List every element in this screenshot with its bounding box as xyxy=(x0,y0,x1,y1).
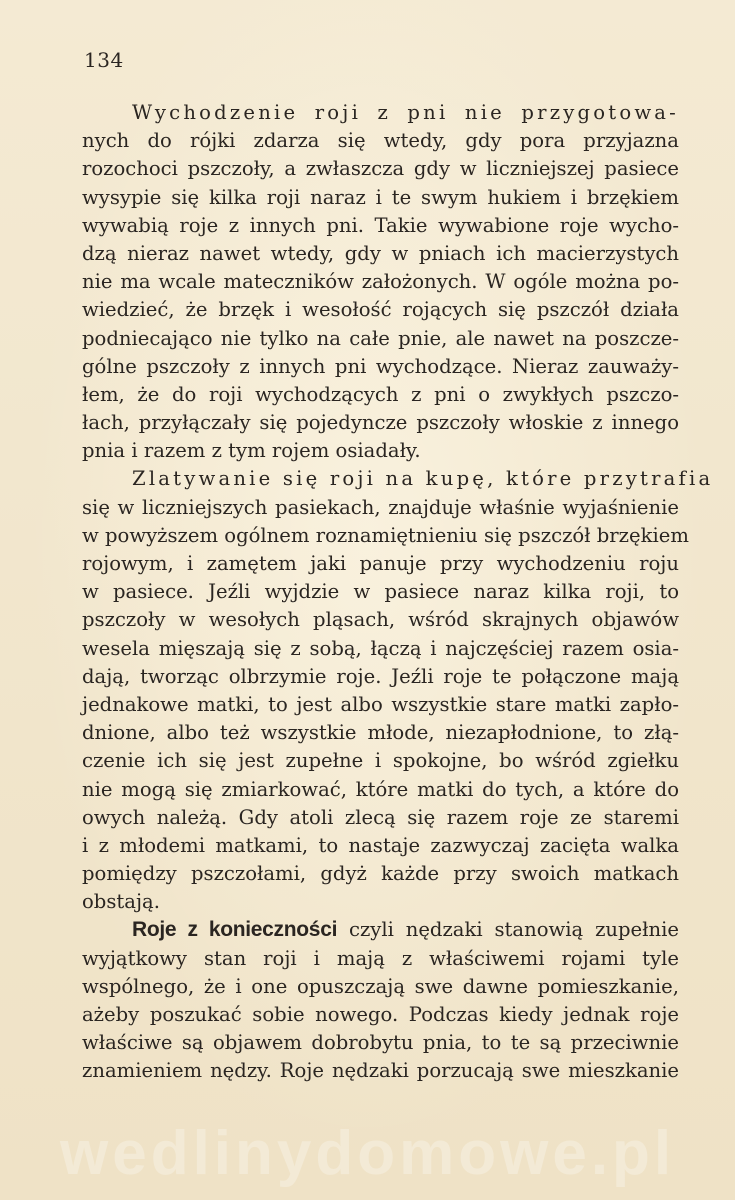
text-line: nych do rójki zdarza się wtedy, gdy pora przyjazna xyxy=(82,129,679,153)
text-line: łach, przyłączały się pojedyncze pszczoły włoskie z innego xyxy=(82,411,679,435)
text-line: podniecająco nie tylko na całe pnie, ale nawet na poszcze- xyxy=(82,326,679,350)
text-line: pszczoły w wesołych pląsach, wśród skrajnych objawów xyxy=(82,608,679,632)
text-line: pomiędzy pszczołami, gdyż każde przy swoich matkach xyxy=(82,862,679,886)
text-line: gólne pszczoły z innych pni wychodzące. Nieraz zauważy- xyxy=(82,354,679,378)
text-line: wiedzieć, że brzęk i wesołość rojących się pszczół działa xyxy=(82,298,679,322)
text-line: właściwe są objawem dobrobytu pnia, to te są przeciwnie xyxy=(82,1031,679,1055)
text-line: jednakowe matki, to jest albo wszystkie stare matki zapło- xyxy=(82,692,679,716)
spaced-emphasis: Zlatywanie się roji na kupę, które przytrafia xyxy=(132,467,714,491)
text-line: rojowym, i zamętem jaki panuje przy wychodzeniu roju xyxy=(82,552,679,575)
text-line: znamieniem nędzy. Roje nędzaki porzucają swe mieszkanie xyxy=(82,1059,679,1083)
text-line: owych należą. Gdy atoli zlecą się razem roje ze staremi xyxy=(82,805,679,829)
text-line xyxy=(82,99,679,127)
text-line: ażeby poszukać sobie nowego. Podczas kiedy jednak roje xyxy=(82,1003,679,1026)
text-line: i z młodemi matkami, to nastaje zazwyczaj zacięta walka xyxy=(82,833,679,857)
section-lead: Roje z konieczności xyxy=(132,918,338,942)
spaced-emphasis: Wychodzenie roji z pni nie przygotowa- xyxy=(132,101,679,124)
text-line: wspólnego, że i one opuszczają swe dawne pomieszkanie, xyxy=(82,974,679,998)
text-line: łem, że do roji wychodzących z pni o zwykłych pszczo- xyxy=(82,382,679,406)
watermark: wedlinydomowe.pl xyxy=(60,1119,676,1188)
text-line: w pasiece. Jeźli wyjdzie w pasiece naraz kilka roji, to xyxy=(82,580,679,604)
text-line: dają, tworząc olbrzymie roje. Jeźli roje te połączone mają xyxy=(82,664,679,688)
text-line: pnia i razem z tym rojem osiadały. xyxy=(82,439,421,463)
text-line: nie ma wcale mateczników założonych. W ogóle można po- xyxy=(82,270,679,294)
text-line: czenie ich się jest zupełne i spokojne, bo wśród zgiełku xyxy=(82,749,679,773)
text-line: obstają. xyxy=(82,890,160,914)
text-line: nie mogą się zmiarkować, które matki do tych, a które do xyxy=(82,777,679,801)
text-line: wysypie się kilka roji naraz i te swym hukiem i brzękiem xyxy=(82,185,679,209)
text-line xyxy=(82,916,679,944)
text-line: dnione, albo też wszystkie młode, niezapłodnione, to złą- xyxy=(82,721,679,745)
text-line: w powyższem ogólnem roznamiętnieniu się pszczół brzękiem xyxy=(82,523,689,547)
text-line: się w liczniejszych pasiekach, znajduje właśnie wyjaśnienie xyxy=(82,495,679,519)
page-number: 134 xyxy=(84,48,124,72)
text-line: wywabią roje z innych pni. Takie wywabione roje wycho- xyxy=(82,213,679,237)
text-line: rozochoci pszczoły, a zwłaszcza gdy w liczniejszej pasiece xyxy=(82,157,679,181)
text-line: dzą nieraz nawet wtedy, gdy w pniach ich macierzystych xyxy=(82,241,679,265)
text-line: wesela mięszają się z sobą, łączą i najczęściej razem osia- xyxy=(82,636,679,660)
text-line xyxy=(82,465,714,493)
text-line: wyjątkowy stan roji i mają z właściwemi rojami tyle xyxy=(82,946,679,970)
lead-line-rest: czyli nędzaki stanowią zupełnie xyxy=(348,918,679,942)
body-text xyxy=(82,99,714,1086)
